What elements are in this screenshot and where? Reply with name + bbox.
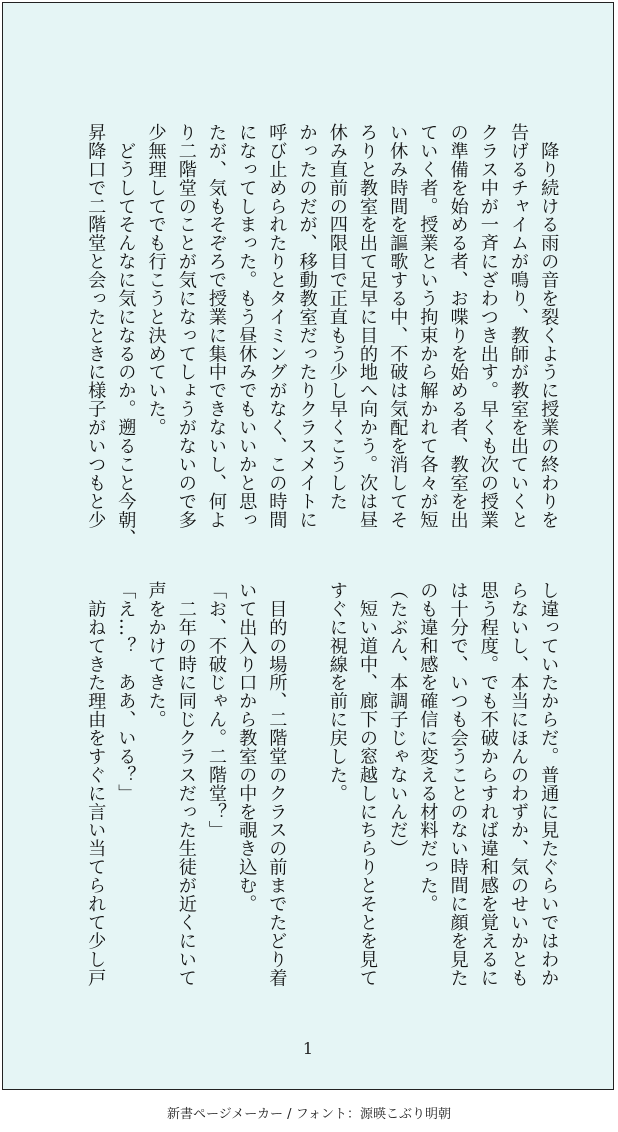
text-column: （たぶん、本調子じゃないんだ） <box>387 581 409 858</box>
page-number: 1 <box>302 1039 314 1058</box>
text-column: 休み直前の四限目で正直もう少し早くこうした <box>326 123 348 511</box>
text-column: 「お、不破じゃん。二階堂？」 <box>206 581 227 840</box>
text-column: どうしてそんなに気になるのか。遡ること今朝、 <box>115 123 137 548</box>
text-column: い休み時間を謳歌する中、不破は気配を消してそ <box>387 123 409 529</box>
manuscript-page <box>2 2 614 1090</box>
text-column: 短い道中、廊下の窓越しにちらりとそとを見て <box>357 581 378 987</box>
text-column: 少無理してでも行こうと決めていた。 <box>145 123 167 437</box>
text-column: 「え…？ ああ、いる？」 <box>115 581 137 803</box>
text-column: 呼び止められたりとタイミングがなく、この時間 <box>266 123 288 529</box>
text-column: 降り続ける雨の音を裂くように授業の終わりを <box>538 123 560 529</box>
text-column: は十分で、いつも会うことのない時間に顔を見た <box>447 581 469 987</box>
text-column: になってしまった。もう昼休みでもいいかと思っ <box>236 123 258 529</box>
text-column: り二階堂のことが気になってしょうがないので多 <box>175 123 197 529</box>
text-column: のも違和感を確信に変える材料だった。 <box>417 581 439 913</box>
text-column: ろりと教室を出て足早に目的地へ向かう。次は昼 <box>357 123 378 529</box>
text-column: すぐに視線を前に戻した。 <box>326 581 348 803</box>
text-column: の準備を始める者、お喋りを始める者、教室を出 <box>447 123 469 529</box>
footer-credit: 新書ページメーカー / フォント：源暎こぶり明朝 <box>166 1107 452 1122</box>
text-column: かったのだが、移動教室だったりクラスメイトに <box>296 123 318 529</box>
text-column: らないし、本当にほんのわずか、気のせいかとも <box>508 581 529 987</box>
text-column: 訪ねてきた理由をすぐに言い当てられて少し戸 <box>85 581 107 987</box>
text-column: たが、気もそぞろで授業に集中できないし、何よ <box>206 123 227 529</box>
text-column: クラス中が一斉にざわつき出す。早くも次の授業 <box>477 123 499 529</box>
text-column: 告げるチャイムが鳴り、教師が教室を出ていくと <box>508 123 529 529</box>
text-column: 声をかけてきた。 <box>145 581 167 729</box>
text-column: ていく者。授業という拘束から解かれて各々が短 <box>417 123 439 529</box>
text-column: し違っていたからだ。普通に見たぐらいではわか <box>538 581 560 987</box>
text-column: 目的の場所、二階堂のクラスの前までたどり着 <box>266 581 288 987</box>
text-column: 昇降口で二階堂と会ったときに様子がいつもと少 <box>85 123 107 529</box>
text-column: 思う程度。でも不破からすれば違和感を覚えるに <box>477 581 499 987</box>
text-column: いて出入り口から教室の中を覗き込む。 <box>236 581 258 913</box>
text-column: 二年の時に同じクラスだった生徒が近くにいて <box>175 581 197 987</box>
